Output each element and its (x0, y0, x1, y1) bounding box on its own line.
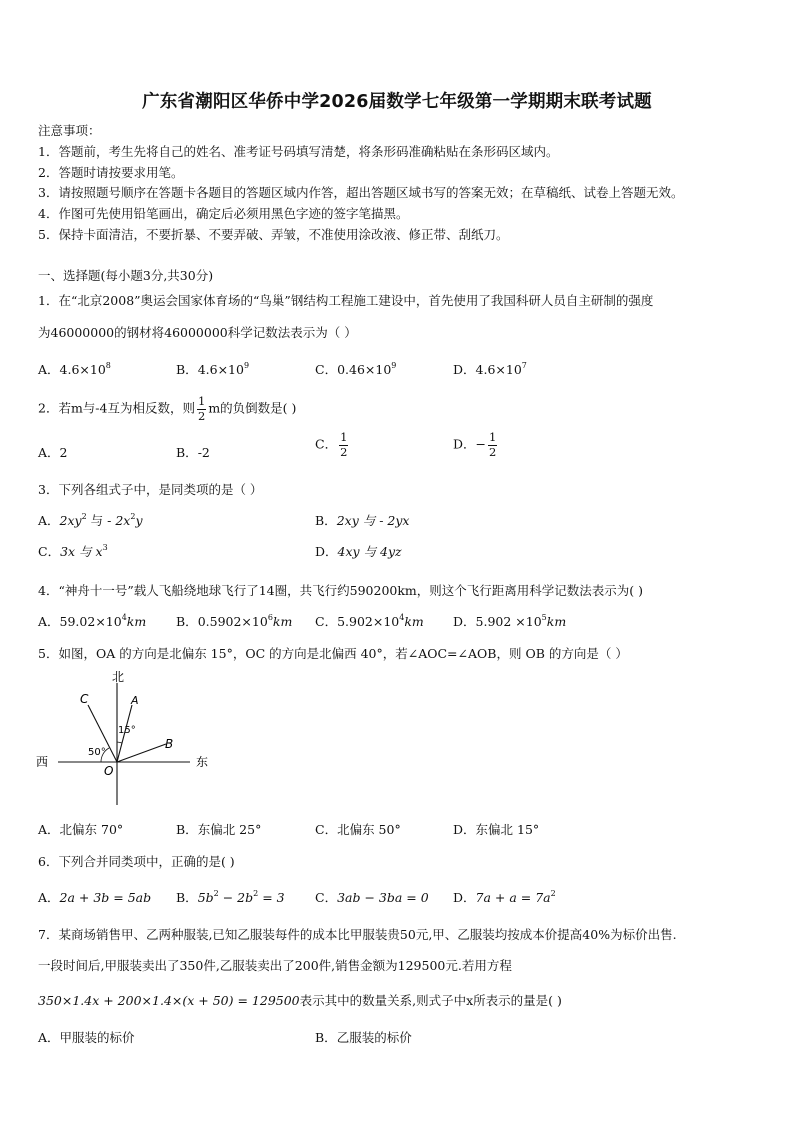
q4-option-d: D．$5.902 \times 10^5km$ (453, 613, 567, 629)
label-angle-50: 50° (88, 747, 106, 758)
q1-option-b: B．$4.6\times 10^9$ (176, 361, 250, 377)
q4-option-a: A．$59.02\times 10^4km$ (38, 613, 147, 629)
label-angle-15: 15° (118, 725, 136, 736)
fraction: $\frac{1}{2}$ (489, 430, 497, 459)
q5-option-c: C．北偏东 50° (315, 822, 401, 837)
q2-option-b: B．-2 (176, 445, 210, 460)
q6-option-d: D．$7a + a = 7a^2$ (453, 889, 556, 905)
q6-option-b: B．$5b^2 - 2b^2 = 3$ (176, 889, 285, 905)
notice-heading: 注意事项： (38, 123, 101, 138)
question-2: 2．若m与-4互为相反数，则 $\frac{1}{2}$ m的负倒数是( ) (38, 394, 297, 423)
question-5: 5．如图，OA 的方向是北偏东 15°，OC 的方向是北偏西 40°，若∠AOC=∠AOB，则 OB 的方向是（ ） (38, 646, 628, 661)
q1-option-c: C．$0.46\times 10^9$ (315, 361, 397, 377)
ray-ob (117, 744, 166, 762)
q3-option-a: A．$2xy^2$ 与 - $2x^2y$ (38, 512, 143, 528)
q6-option-c: C．3ab − 3ba = 0 (315, 890, 429, 905)
question-7-line1: 7．某商场销售甲、乙两种服装,已知乙服装每件的成本比甲服装贵50元,甲、乙服装均按成本价提高40%为标价出售. (38, 927, 677, 942)
label-north: 北 (112, 670, 125, 684)
question-7-line2: 一段时间后,甲服装卖出了350件,乙服装卖出了200件,销售金额为129500元.若用方程 (38, 958, 512, 973)
notice-item: 5．保持卡面清洁，不要折暴、不要弄破、弄皱，不准使用涂改液、修正带、刮纸刀。 (38, 227, 509, 242)
q2-option-a: A．2 (38, 445, 68, 460)
q5-option-d: D．东偏北 15° (453, 822, 540, 837)
equation: 350×1.4x + 200×1.4×(x + 50) = 129500 (38, 993, 300, 1008)
q7-option-a: A．甲服装的标价 (38, 1030, 135, 1045)
q4-option-b: B．$0.5902\times 10^6km$ (176, 613, 293, 629)
question-3: 3．下列各组式子中，是同类项的是（ ） (38, 482, 263, 497)
label-west: 西 (36, 755, 49, 769)
notice-item: 1．答题前，考生先将自己的姓名、准考证号码填写清楚，将条形码准确粘贴在条形码区域内。 (38, 144, 559, 159)
question-6: 6．下列合并同类项中，正确的是( ) (38, 854, 235, 869)
notice-item: 3．请按照题号顺序在答题卡各题目的答题区域内作答，超出答题区域书写的答案无效；在草稿纸、试卷上答题无效。 (38, 185, 684, 200)
question-1-line1: 1．在“北京2008”奥运会国家体育场的“鸟巢”钢结构工程施工建设中，首先使用了我国科研人员自主研制的强度 (38, 293, 654, 308)
q1-option-a: A．$4.6\times 10^8$ (38, 361, 111, 377)
q3-option-d: D．4xy 与 4yz (315, 544, 402, 559)
question-7-line3: 350×1.4x + 200×1.4×(x + 50) = 129500表示其中的数量关系,则式子中x所表示的量是( ) (38, 993, 562, 1008)
label-a: A (131, 694, 139, 707)
label-c: C (80, 692, 89, 706)
section-heading: 一、选择题(每小题3分,共30分) (38, 268, 214, 283)
q3-option-b: B．2xy 与 - 2yx (315, 513, 410, 528)
page-title: 广东省潮阳区华侨中学2026届数学七年级第一学期期末联考试题 (142, 92, 652, 112)
compass-figure (30, 665, 220, 810)
notice-item: 2．答题时请按要求用笔。 (38, 165, 184, 180)
q5-option-b: B．东偏北 25° (176, 822, 262, 837)
q7-option-b: B．乙服装的标价 (315, 1030, 412, 1045)
label-b: B (165, 737, 174, 751)
q4-option-c: C．$5.902\times 10^4km$ (315, 613, 424, 629)
fraction: $\frac{1}{2}$ (197, 394, 206, 423)
q5-option-a: A．北偏东 70° (38, 822, 124, 837)
question-1-line2: 为46000000的钢材将46000000科学记数法表示为（ ） (38, 325, 357, 340)
label-east: 东 (196, 755, 209, 769)
q2-option-c: C． $\frac{1}{2}$ (315, 430, 348, 459)
angle-arc-15 (117, 742, 122, 743)
notice-item: 4．作图可先使用铅笔画出，确定后必须用黑色字迹的签字笔描黑。 (38, 206, 409, 221)
question-4: 4．“神舟十一号”载人飞船绕地球飞行了14圈，共飞行约590200km，则这个飞行距离用科学记数法表示为( ) (38, 583, 644, 598)
fraction: $\frac{1}{2}$ (340, 430, 348, 459)
q1-option-d: D．$4.6\times 10^7$ (453, 361, 527, 377)
label-o: O (104, 764, 114, 778)
q2-option-d: D．− $\frac{1}{2}$ (453, 430, 497, 459)
q6-option-a: A．2a + 3b = 5ab (38, 890, 152, 905)
q3-option-c: C．3x 与 $x^3$ (38, 543, 108, 559)
